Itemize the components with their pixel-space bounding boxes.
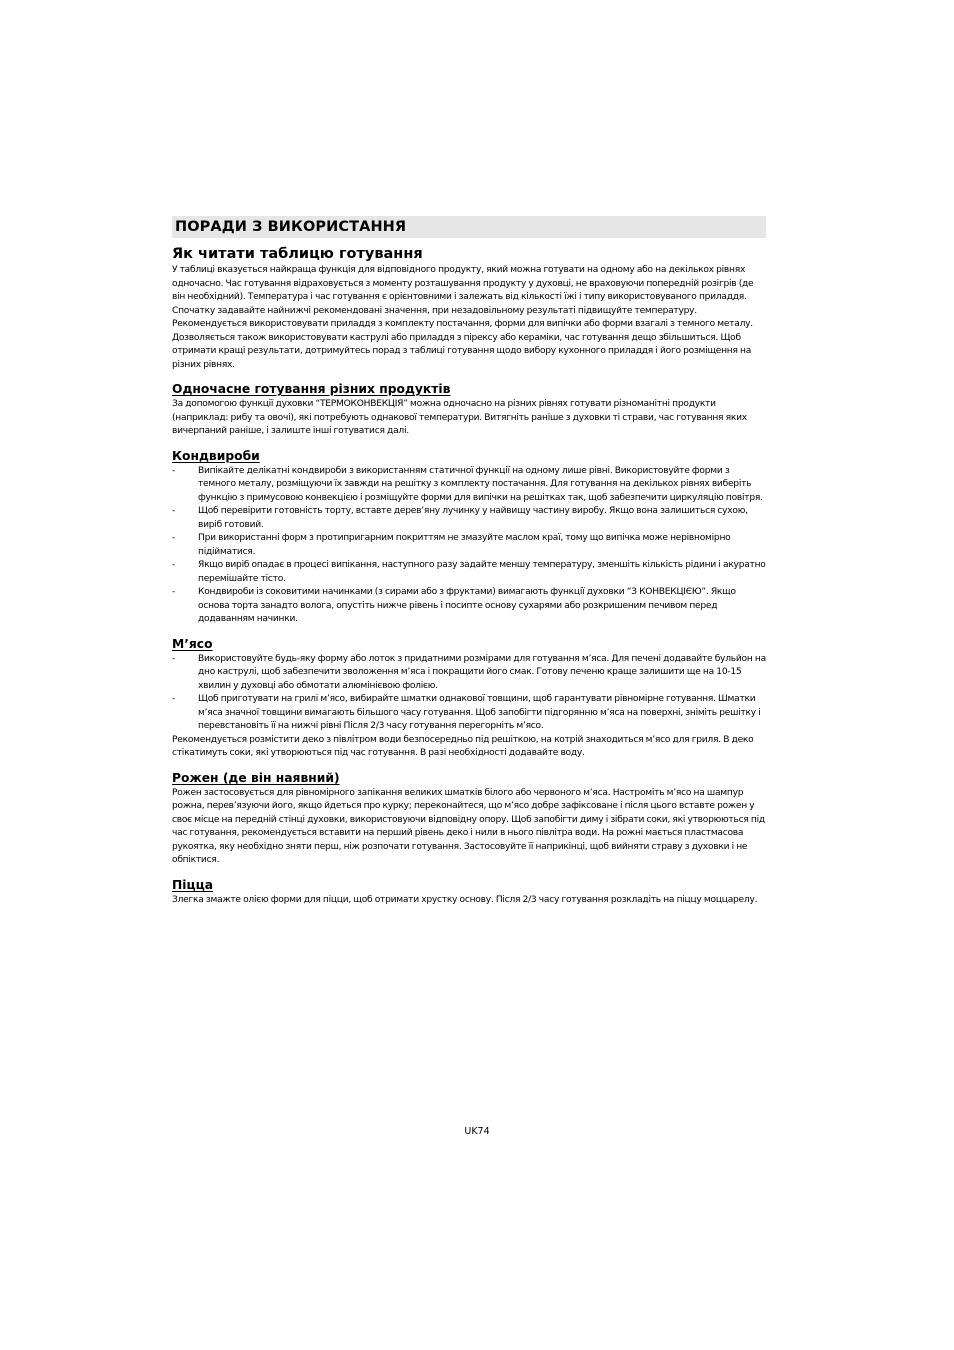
meat-note-paragraph: Рекомендується розмістити деко з півлітром води безпосередньо під решіткою, на котрій знаходиться м’ясо для гриля. В деко стікатимуть соки, які утворюються під час готування. В разі необхідності додавайте воду. <box>172 734 754 758</box>
list-item <box>172 505 766 532</box>
intro-paragraph: У таблиці вказується найкраща функція для відповідного продукту, який можна готувати на одному або на декількох рівнях одночасно. Час готування відраховується з моменту розташування продукту у духовці, не враховуючи попередній розігрів (де він необхідний). Температура і час готування є орієнтовними і залежать від кількості їжі і типу використовуваного приладдя. Спочатку задавайте найнижчі рекомендовані значення, при незадовільному результаті підвищуйте температуру. Рекомендується використовувати приладдя з комплекту постачання, форми для випічки або форми взагалі з темного металу. Дозволяється також використовувати каструлі або приладдя з пірексу або кераміки, час готування дещо збільшиться. Щоб отримати кращі результати, дотримуйтесь порад з таблиці готування щодо вибору кухонного приладдя і його розміщення на різних рівнях. <box>172 265 754 370</box>
list-item-text: Використовуйте будь-яку форму або лоток з придатними розмірами для готування м’яса. Для печені додавайте бульйон на дно каструлі, щоб забезпечити зволоження м’яса і покращити його смак. Готову печеню краще залишити ще на 10-15 хвилин у духовці або обмотати алюмінієвою фолією. <box>198 653 766 691</box>
simultaneous-cooking-paragraph: За допомогою функції духовки “ТЕРМОКОНВЕКЦІЯ” можна одночасно на різних рівнях готувати різноманітні продукти (наприклад: рибу та овочі), які потребують однакової температури. Витягніть раніше з духовки ті страви, час готування яких вичерпаний раніше, і залиште інші готуватися далі. <box>172 399 747 436</box>
pastry-list <box>172 465 766 627</box>
list-dash: - <box>172 653 176 664</box>
simultaneous-cooking-heading: Одночасне готування різних продуктів <box>172 382 451 396</box>
list-item <box>172 465 766 506</box>
pizza-heading: Піцца <box>172 877 214 892</box>
list-item <box>172 559 766 586</box>
main-title: Як читати таблицю готування <box>172 246 423 262</box>
list-item <box>172 693 766 734</box>
meat-heading: М’ясо <box>172 636 213 651</box>
pastry-heading: Кондвироби <box>172 448 260 463</box>
rotisserie-paragraph: Рожен застосовується для рівномірного запікання великих шматків білого або червоного м’яса. Настроміть м’ясо на шампур рожна, перев’язуючи його, якщо йдеться про курку; переконайтеся, що м’ясо добре зафіксоване і після цього вставте рожен у своє місце на передній стінці духовки, використовуючи відповідну опору. Щоб запобігти диму і зібрати соки, які утворюються під час готування, рекомендується вставити на перший рівень деко і нили в нього півлітра води. На рожні мається пластмасова рукоятка, яку необхідно зняти перш, ніж розпочати готування. Застосовуйте її наприкінці, щоб вийняти страву з духовки і не обпіктися. <box>172 787 765 865</box>
section-banner-title: ПОРАДИ З ВИКОРИСТАННЯ <box>172 216 766 238</box>
rotisserie-heading: Рожен (де він наявний) <box>172 770 340 785</box>
list-item-text: Випікайте делікатні кондвироби з використанням статичної функції на одному лише рівні. Використовуйте форми з темного металу, розміщуючи їх завжди на решітку з комплекту постачання. Для готування на декількох рівнях виберіть функцію з примусовою конвекцією і розміщуйте форми для випічки на решітках так, щоб забезпечити циркуляцію повітря. <box>198 465 763 503</box>
list-item <box>172 586 766 627</box>
list-item <box>172 532 766 559</box>
list-item-text: Якщо виріб опадає в процесі випікання, наступного разу задайте меншу температуру, зменшіть кількість рідини і акуратно перемішайте тісто. <box>198 560 766 584</box>
page-content <box>172 216 766 907</box>
list-item-text: При використанні форм з протипригарним покриттям не змазуйте маслом краї, тому що випічка може нерівномірно підійматися. <box>198 533 731 557</box>
meat-list <box>172 653 766 734</box>
list-item-text: Щоб приготувати на грилі м’ясо, вибирайте шматки однакової товщини, щоб гарантувати рівномірне готування. Шматки м’яса значної товщини вимагають більшого часу готування. Щоб запобігти підгорянню м’яса на поверхні, зніміть решітку і перевстановіть її на нижчі рівні Після 2/3 часу готування перегорніть м’ясо. <box>198 694 761 731</box>
list-item-text: Кондвироби із соковитими начинками (з сирами або з фруктами) вимагають функції духовки “З КОНВЕКЦІЄЮ”. Якщо основа торта занадто волога, опустіть нижче рівень і посипте основу сухарями або розкришеним печивом перед додаванням начинки. <box>198 587 736 624</box>
list-dash: - <box>172 560 176 570</box>
list-item-text: Щоб перевірити готовність торту, вставте дерев’яну лучинку у найвищу частину виробу. Якщо вона залишиться сухою, виріб готовий. <box>198 506 748 530</box>
pizza-paragraph: Злегка змажте олією форми для піцци, щоб отримати хрустку основу. Після 2/3 часу готування розкладіть на піццу моццарелу. <box>172 894 758 905</box>
list-dash: - <box>172 506 176 516</box>
list-dash: - <box>172 694 176 704</box>
page-number: UK74 <box>464 1126 490 1137</box>
list-dash: - <box>172 465 176 476</box>
list-dash: - <box>172 533 176 543</box>
list-dash: - <box>172 587 176 597</box>
list-item <box>172 653 766 694</box>
